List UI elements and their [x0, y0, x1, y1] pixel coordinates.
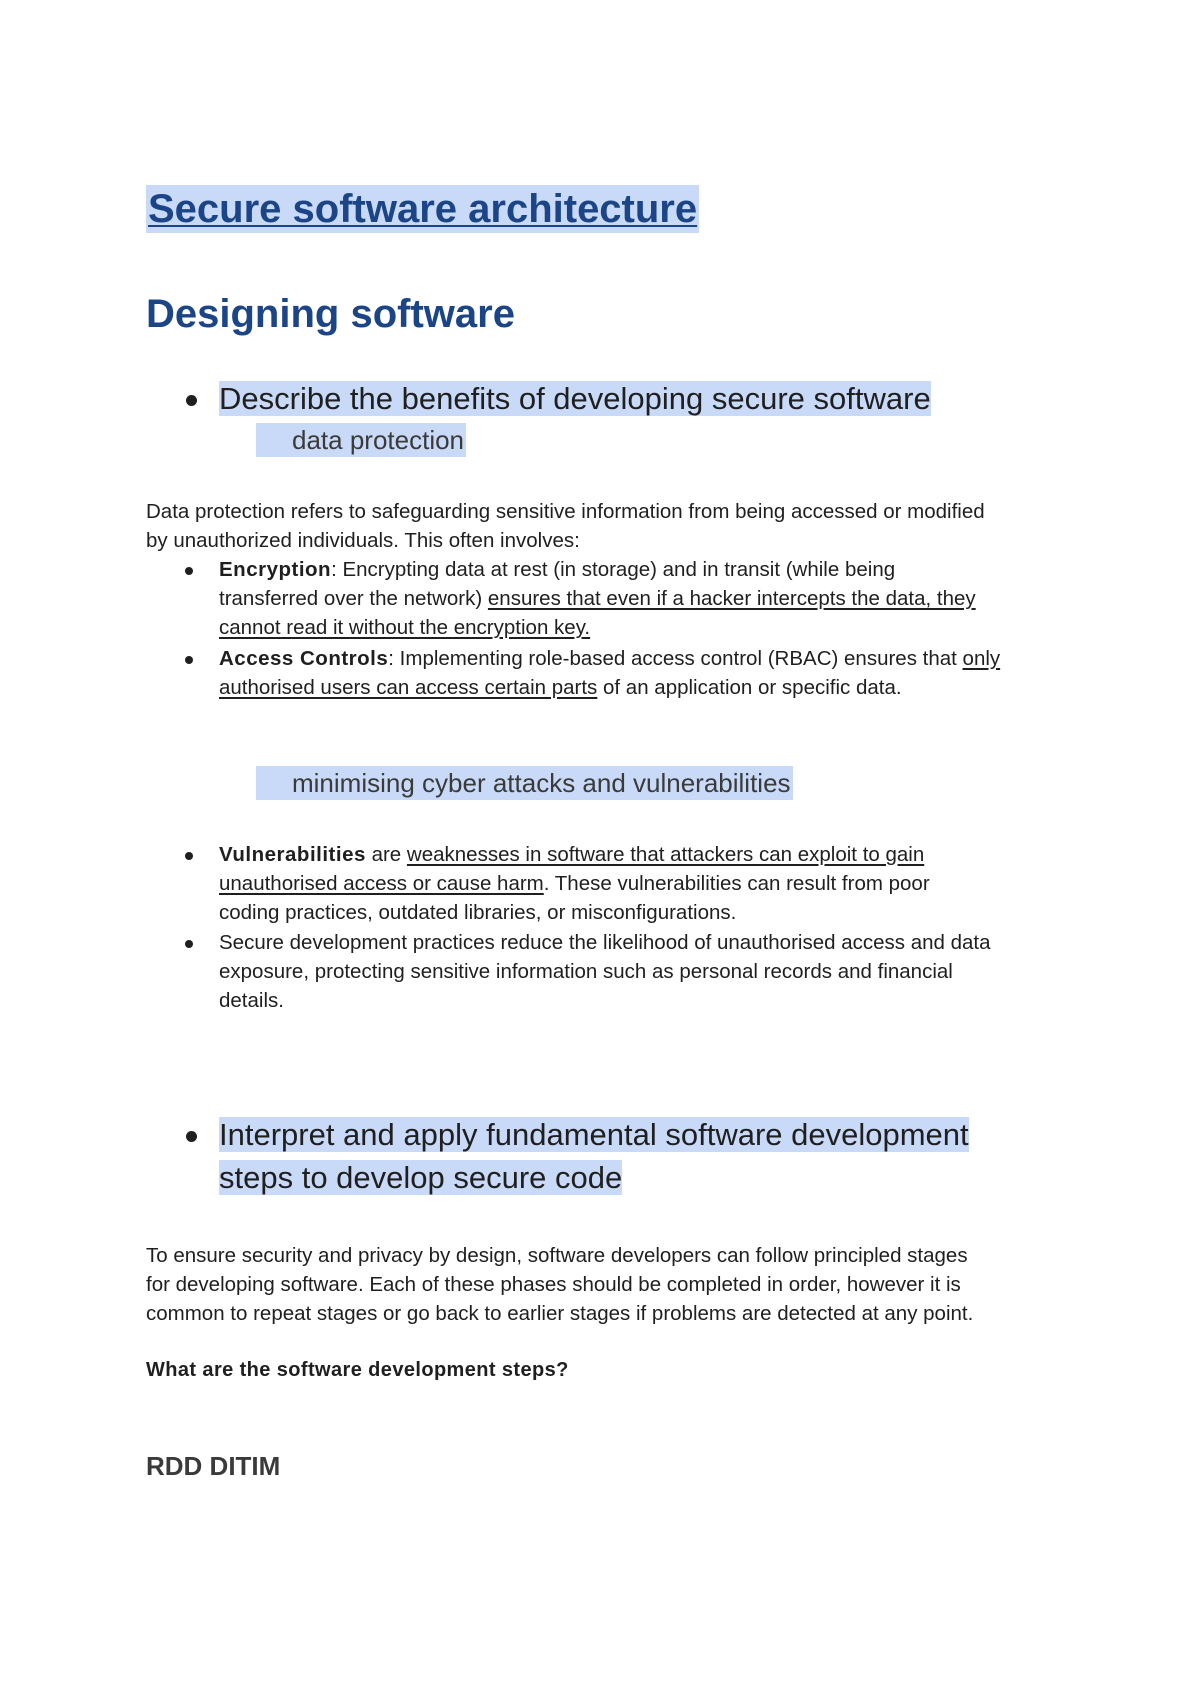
access-controls-term: Access Controls [219, 647, 389, 670]
vuln-line-1: are [365, 843, 407, 866]
encryption-underlined-2: cannot read it without the encryption key. [219, 616, 591, 639]
bullet-heading-benefits [219, 379, 931, 419]
bullet-icon [185, 852, 193, 860]
security-by-design-paragraph [146, 1241, 973, 1328]
section-heading-designing: Designing software [146, 292, 515, 336]
steps-heading-line-1: Interpret and apply fundamental software development [219, 1117, 969, 1152]
bullet-icon [185, 656, 193, 664]
intro-line-1: Data protection refers to safeguarding sensitive information from being accessed or modified [146, 500, 985, 523]
para-line-1: To ensure security and privacy by design, software developers can follow principled stages [146, 1244, 968, 1267]
para-line-2: for developing software. Each of these phases should be completed in order, however it is [146, 1273, 961, 1296]
access-underlined-2: authorised users can access certain parts [219, 676, 598, 699]
intro-line-2: by unauthorized individuals. This often involves: [146, 529, 580, 552]
secure-line-1: Secure development practices reduce the likelihood of unauthorised access and data [219, 931, 991, 954]
data-protection-intro [146, 497, 985, 555]
access-controls-item [219, 644, 1000, 702]
vuln-underlined: weaknesses in software that attackers can exploit to gain [406, 843, 925, 866]
vulnerabilities-item [219, 840, 930, 927]
minimising-attacks-text: minimising cyber attacks and vulnerabilities [292, 768, 791, 798]
bullet-icon [185, 567, 193, 575]
question-heading: What are the software development steps? [146, 1359, 569, 1381]
acronym-heading: RDD DITIM [146, 1451, 281, 1481]
secure-development-item [219, 928, 991, 1015]
steps-heading-line-2: steps to develop secure code [219, 1160, 623, 1195]
document-title: Secure software architecture [148, 187, 698, 231]
secure-line-2: exposure, protecting sensitive information such as personal records and financial [219, 960, 953, 983]
access-underlined: only [962, 647, 1001, 670]
bullet-icon [186, 1131, 197, 1142]
bullet-icon [185, 940, 193, 948]
vuln-line-3: coding practices, outdated libraries, or misconfigurations. [219, 901, 737, 924]
bullet-heading-steps [219, 1113, 969, 1199]
encryption-line-2: transferred over the network) [219, 587, 488, 610]
vuln-line-2: . These vulnerabilities can result from poor [543, 872, 930, 895]
encryption-term: Encryption [219, 558, 332, 581]
encryption-line-1: : Encrypting data at rest (in storage) and in transit (while being [331, 558, 896, 581]
access-line-1: : Implementing role-based access control (RBAC) ensures that [388, 647, 963, 670]
data-protection-text: data protection [292, 425, 465, 455]
subheading-minimising-attacks [256, 766, 793, 800]
encryption-underlined: ensures that even if a hacker intercepts the data, they [487, 587, 976, 610]
vuln-underlined-2: unauthorised access or cause harm [219, 872, 544, 895]
para-line-3: common to repeat stages or go back to earlier stages if problems are detected at any point. [146, 1302, 974, 1325]
secure-line-3: details. [219, 989, 284, 1012]
subheading-data-protection [256, 423, 466, 457]
access-line-2: of an application or specific data. [597, 676, 902, 699]
encryption-item [219, 555, 976, 642]
benefits-heading-text: Describe the benefits of developing secure software [219, 381, 931, 416]
bullet-icon [186, 395, 197, 406]
vulnerabilities-term: Vulnerabilities [219, 843, 366, 866]
